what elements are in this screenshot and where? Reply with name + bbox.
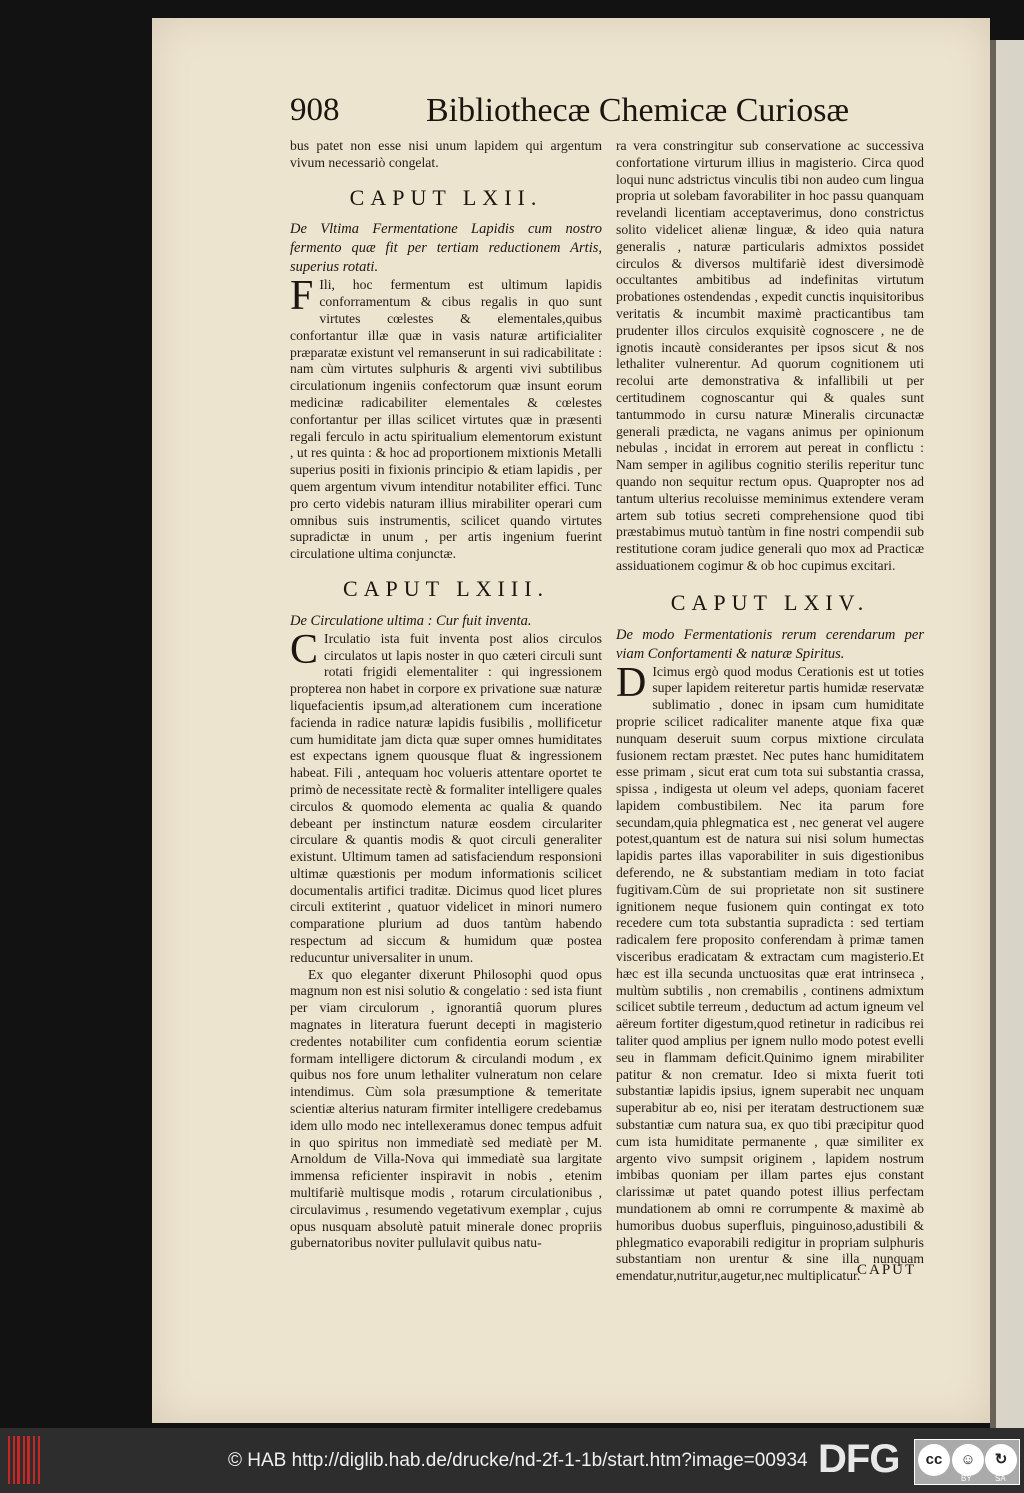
cc-sa-label: SA [995, 1474, 1006, 1483]
left-column [290, 138, 602, 1252]
cc-by-label: BY [961, 1474, 972, 1483]
chapter-rubric-62: De Vltima Fermentatione Lapidis cum nostro fermento quæ fit per tertiam reductionem Artis, superius rotati. [290, 221, 602, 276]
catchword: CAPUT [857, 1262, 917, 1278]
drop-initial: C [290, 626, 319, 673]
right-column [616, 138, 924, 1285]
cc-license-badge[interactable] [914, 1439, 1020, 1485]
drop-initial: D [616, 659, 647, 706]
adjacent-page-edge [990, 40, 1024, 1428]
paragraph: F Ili, hoc fermentum est ultimum lapidis conforramentum & cibus regalis in quo sunt virtutes cœlestes & elementales,quibus confortantur illæ quæ in vasis naturæ artificialiter præparatæ existunt vel remanserunt in sui radicabilitate : nam cùm virtutes sulphuris & argenti vivi subtilibus circulationum ingeniis confectorum quæ insunt eorum medicinæ radicabiliter elementales & cœlestes confortantur per illas scilicet virtutes quæ in præsenti regali ferculo in actu spiritualium elementorum existunt , ut res quinta : & hoc ad proportionem mixtionis Metalli superius positi in fixionis principio & etiam lapidis , per quem argentum vivum intenditur notabiliter effici. Tunc pro certo videbis naturam illius mirabiliter operari cum omnibus suis instrumentis, scilicet quando virtutes supradictæ in unum , per artis ingenium fuerint circulatione ultima conjunctæ. [290, 273, 602, 562]
chapter-rubric-64: De modo Fermentationis rerum cerendarum per viam Confortamenti & naturæ Spiritus. [616, 626, 924, 662]
intro-text: bus patet non esse nisi unum lapidem qui argentum vivum necessariò congelat. [290, 138, 602, 170]
chapter-heading-64: CAPUT LXIV. [670, 589, 870, 615]
cc-icon: cc [918, 1444, 950, 1476]
chapter-heading-62: CAPUT LXII. [349, 184, 543, 210]
by-icon: ☺ [952, 1444, 984, 1476]
sa-icon: ↻ [985, 1444, 1017, 1476]
copyright-link[interactable]: © HAB http://diglib.hab.de/drucke/nd-2f-1-1b/start.htm?image=00934 [228, 1450, 808, 1471]
paragraph: D Icimus ergò quod modus Cerationis est ut toties super lapidem reiteretur partis humidæ reservatæ sublimatio , donec in ipsam cum humiditate proprie scilicet radicaliter manente atque fixa quæ nunquam deseruit suum corpus mixtione circulata fusionem rectam præstet. Nec putes hanc humiditatem esse primam , sicut erat cum tota sui substantia crassa, spissa , indigesta ut oleum vel adeps, quoniam faceret lapidem combustibilem. Nec ita parum fore secundam,quia phlegmatica est , nec generat vel augere potest,quantum est de natura sui nisi solum humectas lapidis partes illas vaporabiliter in suis digestionibus deferendo, ne & substantiam mediam in toto faciat fugitivam.Cùm de sui proprietate non sit sustinere ignitionem neque fusionem quin contingat ex toto recedere cum tota substantia supradicta : sed tertiam radicalem fere proposito conferendam à primæ tamen visceribus eradicatam & extractam cum magisterio.Et hæc est illa secunda unctuositas quæ erat intrinseca , multùm subtilis , non cremabilis , continens admixtum scilicet subtile terreum , deductum ad actum igneum vel aëreum fortiter digestum,quod retinetur in radicibus rei taliter quod amplius per ignem nullo modo potest evelli seu in flammam deficit.Quinimo ignem mirabiliter patitur & non crematur. Ideo si mixta fuerit toti substantiæ lapidis ipsius, ignem superabit nec unquam superabitur ab eo, nisi per iteratam destructionem suæ substantiæ cum natura sua, ex quo tibi præcipitur quod cum ista humiditate permanente , quæ similiter ex argento vivo sumpsit originem , lapidem nostrum imbibas quoniam per illam partes ejus constant clarissimæ ut patet quando potest illius perfectam mundationem ab omni re corrumpente & maximè ab humoribus duobus superfluis, pinguinoso,adustibili & phlegmatico evaporabili redigitur in propriam sulphuris substantiam non urentur & sine illa nunquam emendatur,nutritur,augetur,nec multiplicatur. [616, 659, 924, 1284]
drop-initial: F [290, 273, 314, 320]
chapter-rubric-63: De Circulatione ultima : Cur fuit inventa. [290, 612, 532, 629]
paragraph: Ex quo eleganter dixerunt Philosophi quod opus magnum non est nisi solutio & congelatio : sed ista fiunt per viam circulorum , ignorantiâ quorum plures magnates in literatura fuerunt decepti in magisterio credentes notabiliter cum confidentia eorum scientiæ formam intelligere dictorum & circulandi modum , ex quibus nos fore unum lethaliter vulneratum non celare intendimus. Cùm sola præsumptione & temeritate scientiæ alterius naturam firmiter intelligere credebamus idem ullo modo nec intellexeramus donec tempus adfuit in quo spiritus non immediatè sed mediatè per M. Arnoldum de Villa-Nova qui immediatè sua largitate immensa reficienter inspiravit in nobis , etenim multifariè multisque modis , rotarum circulationibus , circulavimus , resumendo vegetativum exemplar , cujus opus nusquam absolutè patuit minerale donec propriis gubernatoribus noviter pullulavit quibus natu- [290, 966, 602, 1251]
paragraph: C Irculatio ista fuit inventa post alios circulos circulatos ut lapis noster in quo cæteri circuli sunt rotati frigidi elementaliter : qui ingressionem propterea non habet in corpore ex privatione suæ naturæ liquefacientis ipsum,ad alterationem cum inceratione facienda in radice naturæ lapidis fusibilis , mollificetur cum humiditate jam dicta quæ super omnes humiditates est expectans ignem quousque fluat & ingressionem habeat. Fili , antequam hoc volueris attentare oportet te primò de necessitate rectè & formaliter intelligere quales circulos & quomodo elementa ac qualia & quando debeant per instinctum naturæ eosdem circulariter circulare & quantis modis & quot circuli generaliter existunt. Ultimum tamen ad satisfaciendum responsioni ultimæ quæstionis per modum informationis scilicet documentalis artifici traditæ. Dicimus quod licet plures circuli extiterint , quatuor videlicet in minori numero comparatione plurium ad duos tantùm habendo respectum ad siccum & humidum quæ postea reducuntur universaliter in unum. [290, 626, 602, 965]
page-header [290, 92, 990, 140]
chapter-heading-63: CAPUT LXIII. [342, 575, 550, 601]
dfg-logo: DFG [818, 1437, 900, 1481]
hab-barcode-icon [8, 1436, 42, 1484]
running-title: Bibliothecæ Chemicæ Curiosæ [426, 92, 850, 129]
paragraph: ra vera constringitur sub conservatione ac successiva confortatione virturum illius in magisterio. Circa quod loqui nunc adstrictus vinculis tibi non audeo cum lingua propria ut solebam favorabiliter in hoc passu quanquam revelandi licentiam acceptaverimus, dono constrictus solito videlicet alienæ linguæ, & ideo quia natura generalis , naturæ particularis admixtos possidet circulos & diversos multifariè idest diversimodè occultantes ambitibus ad indefinitas virtutum probationes ostendendas , expedit cunctis inquisitoribus veritatis & incumbit maximè practicantibus tam prudenter illos circulos exquisitè cognoscere , ne de ignotis incautè considerantes per ipsos sicut & nos lethaliter vulnerentur. Ad quorum cognitionem uti recolui arte demonstrativa & infallibili ut per certitudinem cognoscantur qui & quales sunt tantummodo in cursu naturæ Mineralis circunactæ generali prædicta, ne vagans animus per opinionum nebulas , incidat in errorem aut pereat in conflictu : Nam semper in agilibus cognitio sterilis reperitur tunc quando non sequitur rectum opus. Quapropter nos ad tantum ulterius recoluisse meminimus extendere veram artem sub totius secreti comprehensione quod tibi præstabimus mutuò tantùm in fine nostri compendii sub restitutione coram judice generali quo mox ad Practicæ assiduationem cogimur & ob hoc cupimus excitari. [616, 138, 924, 573]
page-number: 908 [290, 92, 340, 128]
